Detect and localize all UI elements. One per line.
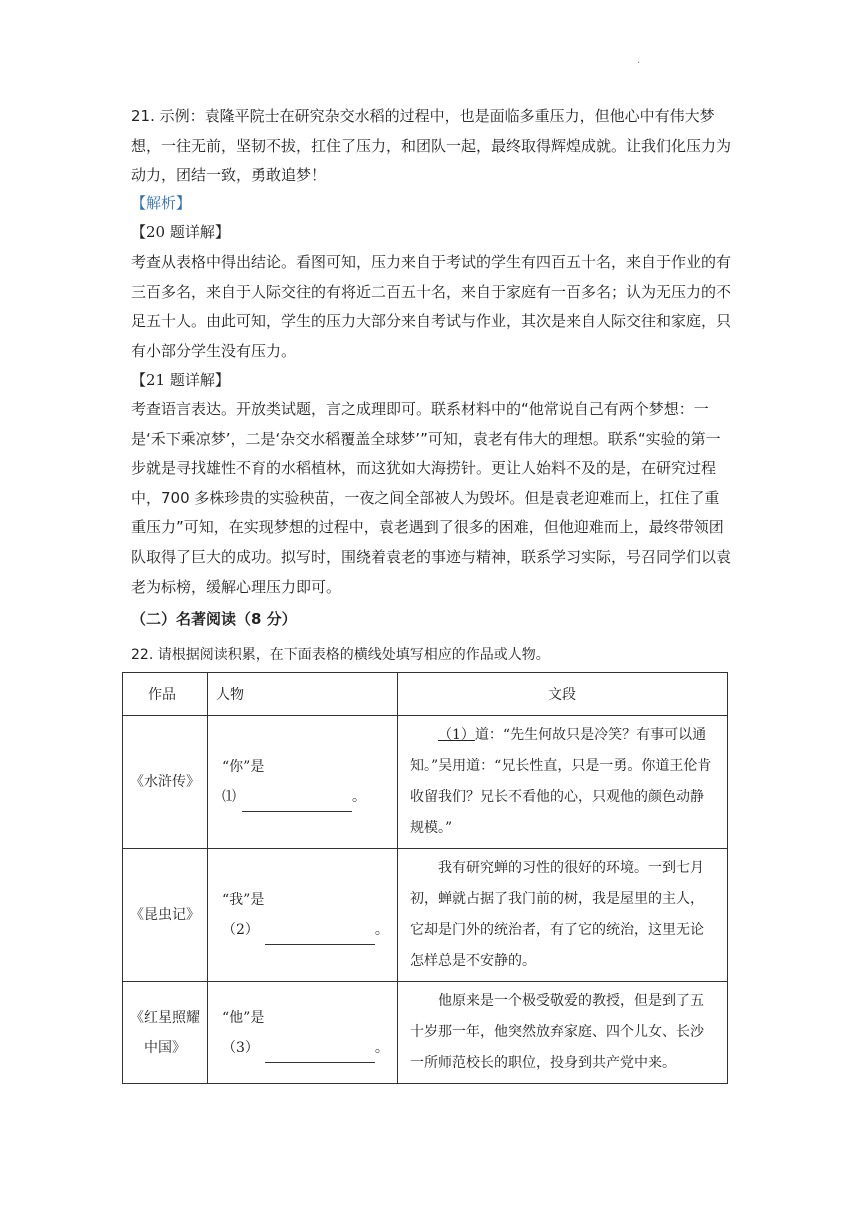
q21-detail-text: 考查语言表达。开放类试题，言之成理即可。联系材料中的“他常说自己有两个梦想：一是‘禾下乘凉梦’，二是‘杂交水稻覆盖全球梦’”可知，袁老有伟大的理想。联系“实验的第一步就是寻找雄性不育的水稻植林，而这犹如大海捞针。更让人始料不及的是，在研究过程中，700 多株珍贵的实验秧苗，一夜之间全部被人为毁坏。但是袁老迎难而上，扛住了重重压力”可知，在实现梦想的过程中，袁老遇到了很多的困难，但他迎难而上，最终带领团队取得了巨大的成功。拟写时，围绕着袁老的事迹与精神，联系学习实际，号召同学们以袁老为标榜，缓解心理压力即可。: [131, 400, 732, 596]
blank-label: （3）: [222, 1039, 259, 1056]
passage-blank-label: （1）: [438, 727, 475, 743]
blank-field-1[interactable]: [242, 795, 352, 812]
answer-21-text: 21. 示例：袁隆平院士在研究杂交水稻的过程中，也是面临多重压力，但他心中有伟大梦想，一往无前，坚韧不拔，扛住了压力，和团队一起，最终取得辉煌成就。让我们化压力为动力，团结一致，勇敢追梦！: [131, 107, 732, 185]
work-cell: 《昆虫记》: [123, 849, 208, 982]
section-heading: （二）名著阅读（8 分）: [131, 610, 297, 628]
question-22: 22. 请根据阅读积累，在下面表格的横线处填写相应的作品或人物。: [131, 647, 550, 663]
analysis-label: 【解析】: [131, 194, 192, 212]
passage-text: 道：“先生何故只是冷笑？有事可以通知。”吴用道：“兄长性直，只是一勇。你道王伦肯收留我们？兄长不看他的心，只观他的颜色动静规模。”: [410, 727, 712, 836]
passage-cell: 他原来是一个极受敬爱的教授，但是到了五十岁那一年，他突然放弃家庭、四个儿女、长沙一所师范校长的职位，投身到共产党中来。: [398, 982, 728, 1084]
header-passage: 文段: [398, 673, 728, 716]
blank-field-2[interactable]: [265, 928, 375, 945]
person-prefix: “他”是: [222, 1009, 265, 1026]
table-header-row: [123, 673, 728, 716]
blank-label: （2）: [222, 922, 259, 938]
blank-field-3[interactable]: [265, 1046, 375, 1063]
page-corner-mark: .: [637, 55, 641, 66]
passage-cell: 我有研究蝉的习性的很好的环境。一到七月初，蝉就占据了我门前的树，我是屋里的主人，它却是门外的统治者，有了它的统治，这里无论怎样总是不安静的。: [398, 849, 728, 982]
passage-cell: [398, 716, 728, 849]
header-person: 人物: [208, 673, 398, 716]
blank-suffix: 。: [374, 922, 389, 938]
person-cell: [208, 849, 398, 982]
blank-suffix: 。: [374, 1039, 389, 1056]
table-row: [123, 716, 728, 849]
person-prefix: “你”是: [222, 759, 265, 775]
answer-line: [222, 1033, 396, 1063]
table-row: [123, 982, 728, 1084]
table-row: [123, 849, 728, 982]
work-cell: 《水浒传》: [123, 716, 208, 849]
answer-line: [222, 782, 396, 812]
person-cell: [208, 982, 398, 1084]
blank-suffix: 。: [352, 789, 366, 805]
answer-line: [222, 915, 396, 945]
reading-table: [122, 672, 728, 1084]
person-prefix: “我”是: [222, 892, 265, 908]
person-cell: [208, 716, 398, 849]
q20-detail-text: 考查从表格中得出结论。看图可知，压力来自于考试的学生有四百五十名，来自于作业的有三百多名，来自于人际交往的有将近二百五十名，来自于家庭有一百多名；认为无压力的不足五十人。由此可知，学生的压力大部分来自考试与作业，其次是来自人际交往和家庭，只有小部分学生没有压力。: [131, 253, 732, 360]
header-work: 作品: [123, 673, 208, 716]
q21-detail-title: 【21 题详解】: [131, 371, 230, 389]
q20-detail-title: 【20 题详解】: [131, 223, 230, 241]
blank-label: ⑴: [222, 789, 236, 805]
work-cell: 《红星照耀中国》: [123, 982, 208, 1084]
